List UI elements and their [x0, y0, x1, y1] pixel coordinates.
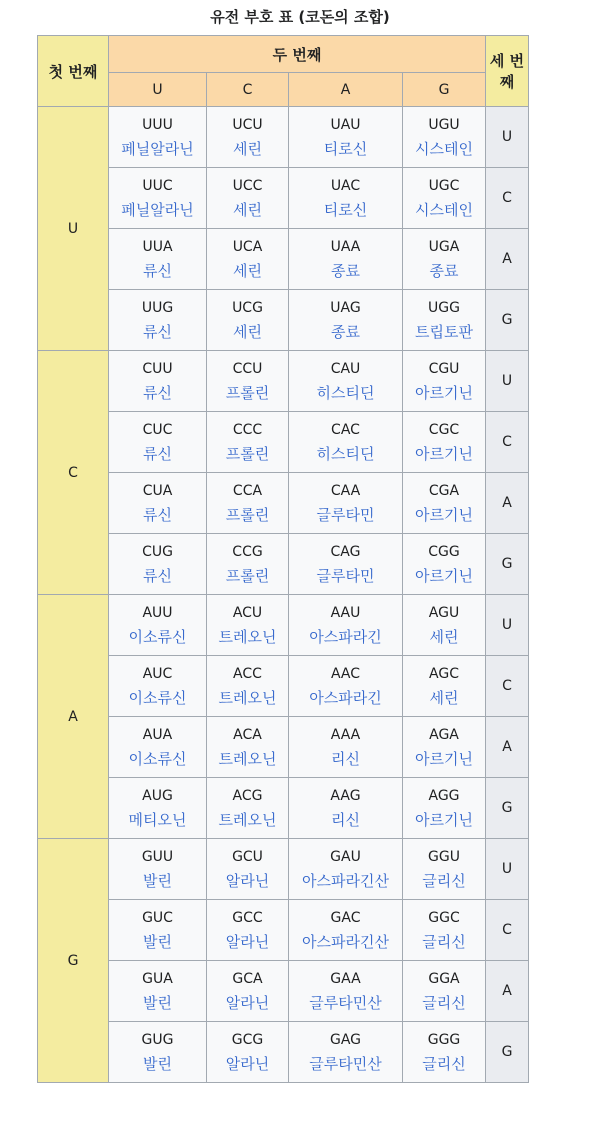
table-row: [38, 961, 529, 1022]
codon-table: [37, 35, 529, 1083]
codon-cell: [207, 1022, 289, 1083]
codon-cell: [109, 717, 207, 778]
codon-cell: [403, 900, 486, 961]
codon-cell: [403, 1022, 486, 1083]
codon-cell: [109, 1022, 207, 1083]
codon-cell: [403, 351, 486, 412]
codon-label: UUG: [141, 299, 174, 316]
codon-label: AUU: [142, 604, 173, 621]
amino-acid-link[interactable]: 아르기닌: [415, 444, 473, 463]
codon-label: GCU: [232, 848, 263, 865]
amino-acid-link[interactable]: 류신: [143, 261, 172, 280]
third-base-label: U: [486, 107, 529, 168]
third-base-label: G: [486, 1022, 529, 1083]
codon-label: AAU: [330, 604, 361, 621]
codon-label: GGU: [428, 848, 460, 865]
codon-label: CGC: [428, 421, 460, 438]
amino-acid-link[interactable]: 히스티딘: [316, 444, 375, 463]
amino-acid-link[interactable]: 히스티딘: [316, 383, 375, 402]
codon-cell: [289, 656, 403, 717]
amino-acid-link[interactable]: 아르기닌: [415, 505, 473, 524]
third-position-header: 세 번째: [486, 36, 529, 107]
codon-label: GCG: [231, 1031, 264, 1048]
codon-cell: [109, 900, 207, 961]
codon-label: AAC: [330, 665, 361, 682]
codon-label: CUU: [142, 360, 173, 377]
codon-cell: [403, 107, 486, 168]
amino-acid-link[interactable]: 리신: [331, 810, 360, 829]
codon-label: GCA: [232, 970, 263, 987]
table-row: [38, 1022, 529, 1083]
codon-label: UUA: [142, 238, 173, 255]
codon-cell: [109, 839, 207, 900]
codon-label: UAG: [330, 299, 361, 316]
codon-cell: [289, 168, 403, 229]
amino-acid-link[interactable]: 알라닌: [225, 1054, 270, 1073]
codon-label: UCA: [232, 238, 263, 255]
codon-cell: [403, 412, 486, 473]
codon-cell: [289, 1022, 403, 1083]
codon-label: UAA: [330, 238, 361, 255]
amino-acid-link[interactable]: 종료: [331, 322, 360, 341]
codon-cell: [207, 961, 289, 1022]
amino-acid-link[interactable]: 아스파라긴: [309, 688, 382, 707]
codon-label: UCG: [232, 299, 263, 316]
codon-label: GGA: [428, 970, 460, 987]
codon-cell: [289, 778, 403, 839]
codon-label: CCG: [232, 543, 263, 560]
table-row: [38, 290, 529, 351]
codon-label: UGG: [428, 299, 460, 316]
amino-acid-link[interactable]: 세린: [429, 627, 459, 646]
codon-cell: [109, 534, 207, 595]
amino-acid-link[interactable]: 시스테인: [415, 200, 473, 219]
codon-label: CCU: [232, 360, 263, 377]
second-base-c: C: [207, 73, 289, 107]
codon-label: CGU: [428, 360, 460, 377]
amino-acid-link[interactable]: 세린: [233, 261, 262, 280]
codon-label: AGG: [428, 787, 460, 804]
codon-cell: [109, 168, 207, 229]
second-base-a: A: [289, 73, 403, 107]
amino-acid-link[interactable]: 티로신: [323, 139, 368, 158]
codon-label: CAC: [331, 421, 360, 438]
amino-acid-link[interactable]: 시스테인: [415, 139, 473, 158]
codon-label: CAG: [330, 543, 361, 560]
codon-label: GAA: [330, 970, 361, 987]
codon-cell: [289, 229, 403, 290]
codon-label: UUC: [142, 177, 173, 194]
codon-cell: [289, 351, 403, 412]
amino-acid-link[interactable]: 트레오닌: [218, 627, 277, 646]
amino-acid-link[interactable]: 페닐알라닌: [121, 139, 194, 158]
codon-label: UGU: [428, 116, 460, 133]
amino-acid-link[interactable]: 프롤린: [225, 383, 270, 402]
codon-label: CGG: [428, 543, 460, 560]
codon-cell: [403, 961, 486, 1022]
amino-acid-link[interactable]: 발린: [143, 993, 172, 1012]
codon-cell: [403, 839, 486, 900]
codon-label: AGA: [429, 726, 459, 743]
codon-label: CAU: [330, 360, 361, 377]
amino-acid-link[interactable]: 트레오닌: [218, 810, 277, 829]
table-row: [38, 351, 529, 412]
amino-acid-link[interactable]: 알라닌: [225, 932, 270, 951]
table-row: [38, 656, 529, 717]
codon-cell: [289, 595, 403, 656]
third-base-label: C: [486, 168, 529, 229]
third-base-label: A: [486, 473, 529, 534]
second-position-header: 두 번째: [109, 36, 486, 73]
amino-acid-link[interactable]: 류신: [143, 505, 172, 524]
codon-label: CUA: [142, 482, 173, 499]
amino-acid-link[interactable]: 세린: [233, 322, 262, 341]
amino-acid-link[interactable]: 페닐알라닌: [121, 200, 194, 219]
third-base-label: A: [486, 961, 529, 1022]
amino-acid-link[interactable]: 아르기닌: [415, 810, 473, 829]
codon-label: GGC: [428, 909, 460, 926]
third-base-label: C: [486, 656, 529, 717]
amino-acid-link[interactable]: 티로신: [323, 200, 368, 219]
codon-label: AAG: [330, 787, 361, 804]
first-base-label: C: [38, 351, 109, 595]
codon-cell: [207, 595, 289, 656]
codon-cell: [109, 595, 207, 656]
codon-label: CCA: [232, 482, 263, 499]
amino-acid-link[interactable]: 아르기닌: [415, 383, 473, 402]
amino-acid-link[interactable]: 세린: [233, 200, 262, 219]
amino-acid-link[interactable]: 이소류신: [128, 688, 187, 707]
amino-acid-link[interactable]: 글리신: [422, 993, 466, 1012]
table-row: [38, 473, 529, 534]
codon-cell: [207, 351, 289, 412]
codon-cell: [289, 717, 403, 778]
table-caption: 유전 부호 표 (코돈의 조합): [210, 8, 390, 26]
codon-label: GUC: [142, 909, 173, 926]
codon-cell: [109, 412, 207, 473]
amino-acid-link[interactable]: 종료: [429, 261, 459, 280]
codon-label: GGG: [427, 1031, 461, 1048]
codon-label: AGU: [428, 604, 460, 621]
amino-acid-link[interactable]: 아르기닌: [415, 566, 473, 585]
codon-label: UCC: [232, 177, 263, 194]
table-row: [38, 412, 529, 473]
codon-label: GUG: [141, 1031, 174, 1048]
third-base-label: U: [486, 351, 529, 412]
amino-acid-link[interactable]: 프롤린: [225, 566, 270, 585]
codon-cell: [109, 107, 207, 168]
codon-cell: [207, 839, 289, 900]
codon-cell: [109, 229, 207, 290]
table-row: [38, 595, 529, 656]
codon-cell: [207, 473, 289, 534]
third-base-label: A: [486, 717, 529, 778]
codon-label: AAA: [330, 726, 361, 743]
codon-cell: [207, 107, 289, 168]
codon-label: ACA: [233, 726, 262, 743]
table-row: [38, 168, 529, 229]
amino-acid-link[interactable]: 프롤린: [225, 505, 270, 524]
codon-label: CUG: [142, 543, 173, 560]
codon-cell: [289, 900, 403, 961]
amino-acid-link[interactable]: 아스파라긴: [309, 627, 382, 646]
amino-acid-link[interactable]: 글루타민산: [309, 1054, 382, 1073]
amino-acid-link[interactable]: 아르기닌: [415, 749, 473, 768]
amino-acid-link[interactable]: 트레오닌: [218, 688, 277, 707]
codon-cell: [403, 656, 486, 717]
codon-label: UGA: [428, 238, 460, 255]
codon-label: GAC: [330, 909, 361, 926]
third-base-label: C: [486, 900, 529, 961]
codon-cell: [207, 229, 289, 290]
amino-acid-link[interactable]: 알라닌: [225, 993, 270, 1012]
amino-acid-link[interactable]: 글루타민: [316, 566, 375, 585]
codon-cell: [403, 717, 486, 778]
amino-acid-link[interactable]: 종료: [331, 261, 360, 280]
table-row: [38, 107, 529, 168]
table-row: [38, 900, 529, 961]
first-base-label: G: [38, 839, 109, 1083]
codon-cell: [109, 961, 207, 1022]
third-base-label: U: [486, 595, 529, 656]
codon-cell: [289, 534, 403, 595]
amino-acid-link[interactable]: 세린: [233, 139, 262, 158]
codon-cell: [109, 778, 207, 839]
codon-label: GUA: [142, 970, 173, 987]
amino-acid-link[interactable]: 류신: [143, 444, 172, 463]
codon-cell: [207, 168, 289, 229]
codon-label: UGC: [428, 177, 460, 194]
codon-label: ACC: [233, 665, 262, 682]
codon-label: GAU: [330, 848, 361, 865]
codon-cell: [207, 534, 289, 595]
amino-acid-link[interactable]: 글리신: [422, 871, 466, 890]
amino-acid-link[interactable]: 글리신: [422, 932, 466, 951]
codon-cell: [403, 534, 486, 595]
third-base-label: G: [486, 778, 529, 839]
codon-label: ACU: [232, 604, 263, 621]
amino-acid-link[interactable]: 트립토판: [415, 322, 473, 341]
second-base-u: U: [109, 73, 207, 107]
codon-table-body: [38, 107, 529, 1083]
codon-label: AGC: [429, 665, 459, 682]
amino-acid-link[interactable]: 류신: [143, 383, 172, 402]
amino-acid-link[interactable]: 글루타민: [316, 505, 375, 524]
amino-acid-link[interactable]: 프롤린: [225, 444, 270, 463]
first-base-label: U: [38, 107, 109, 351]
amino-acid-link[interactable]: 류신: [143, 566, 172, 585]
codon-cell: [403, 290, 486, 351]
codon-cell: [289, 839, 403, 900]
codon-label: AUC: [142, 665, 173, 682]
amino-acid-link[interactable]: 글리신: [422, 1054, 466, 1073]
codon-cell: [207, 290, 289, 351]
second-base-g: G: [403, 73, 486, 107]
codon-label: CGA: [428, 482, 460, 499]
codon-cell: [403, 595, 486, 656]
codon-cell: [109, 290, 207, 351]
amino-acid-link[interactable]: 알라닌: [225, 871, 270, 890]
codon-label: AUG: [142, 787, 173, 804]
codon-cell: [289, 961, 403, 1022]
codon-cell: [289, 473, 403, 534]
third-base-label: U: [486, 839, 529, 900]
codon-cell: [403, 473, 486, 534]
codon-cell: [289, 290, 403, 351]
amino-acid-link[interactable]: 메티오닌: [128, 810, 187, 829]
codon-cell: [109, 656, 207, 717]
codon-label: AUA: [142, 726, 173, 743]
table-row: [38, 229, 529, 290]
codon-label: GUU: [141, 848, 174, 865]
third-base-label: G: [486, 534, 529, 595]
amino-acid-link[interactable]: 이소류신: [128, 627, 187, 646]
codon-label: UUU: [142, 116, 173, 133]
codon-cell: [403, 168, 486, 229]
codon-cell: [403, 778, 486, 839]
codon-cell: [403, 229, 486, 290]
codon-cell: [109, 473, 207, 534]
third-base-label: A: [486, 229, 529, 290]
amino-acid-link[interactable]: 세린: [429, 688, 459, 707]
amino-acid-link[interactable]: 발린: [143, 871, 172, 890]
codon-label: CCC: [232, 421, 263, 438]
amino-acid-link[interactable]: 발린: [143, 1054, 172, 1073]
codon-cell: [207, 656, 289, 717]
codon-cell: [207, 717, 289, 778]
third-base-label: C: [486, 412, 529, 473]
codon-cell: [289, 412, 403, 473]
codon-cell: [207, 900, 289, 961]
codon-label: ACG: [232, 787, 263, 804]
amino-acid-link[interactable]: 류신: [143, 322, 172, 341]
codon-cell: [289, 107, 403, 168]
amino-acid-link[interactable]: 트레오닌: [218, 749, 277, 768]
first-base-label: A: [38, 595, 109, 839]
table-row: [38, 534, 529, 595]
codon-cell: [109, 351, 207, 412]
codon-label: UAC: [330, 177, 361, 194]
codon-label: UAU: [330, 116, 361, 133]
table-row: [38, 839, 529, 900]
first-position-header: 첫 번째: [38, 36, 109, 107]
third-base-label: G: [486, 290, 529, 351]
codon-label: GCC: [232, 909, 263, 926]
codon-label: CAA: [330, 482, 361, 499]
table-row: [38, 717, 529, 778]
amino-acid-link[interactable]: 이소류신: [128, 749, 187, 768]
amino-acid-link[interactable]: 글루타민산: [309, 993, 382, 1012]
codon-cell: [207, 778, 289, 839]
codon-label: GAG: [329, 1031, 362, 1048]
codon-label: UCU: [232, 116, 263, 133]
amino-acid-link[interactable]: 아스파라긴산: [302, 871, 389, 890]
amino-acid-link[interactable]: 발린: [143, 932, 172, 951]
amino-acid-link[interactable]: 아스파라긴산: [302, 932, 389, 951]
amino-acid-link[interactable]: 리신: [331, 749, 360, 768]
table-row: [38, 778, 529, 839]
codon-label: CUC: [142, 421, 173, 438]
codon-cell: [207, 412, 289, 473]
